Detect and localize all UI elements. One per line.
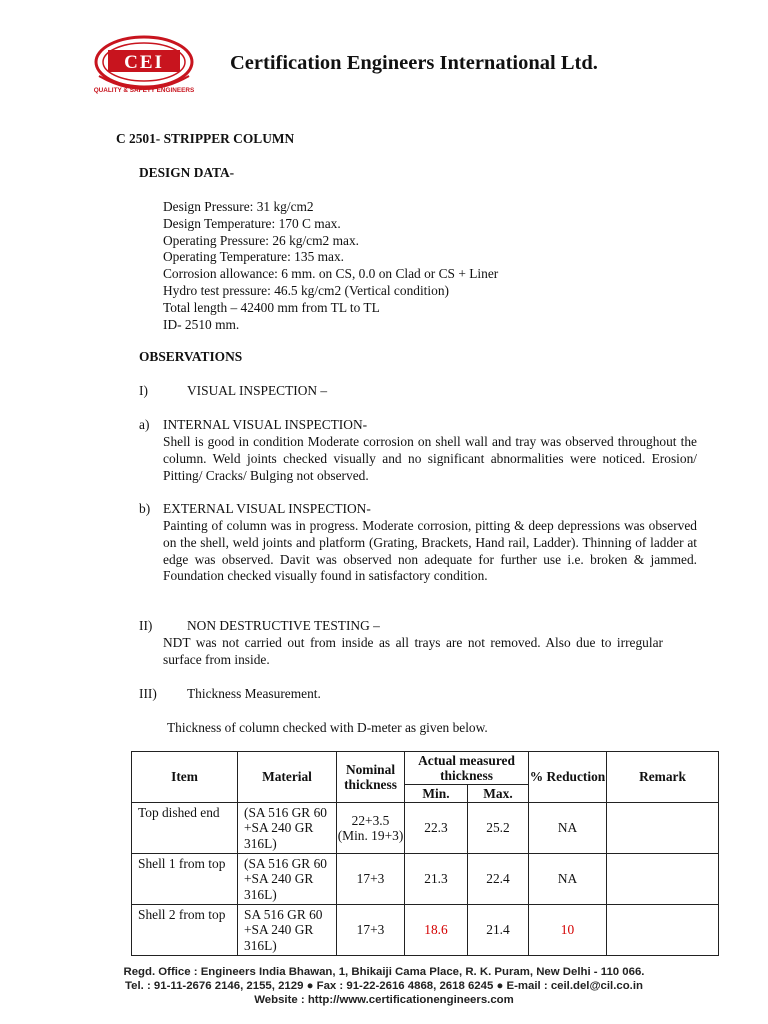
thickness-heading: Thickness Measurement. <box>187 686 321 701</box>
thickness-table <box>131 751 719 956</box>
cell-reduction: NA <box>529 803 607 854</box>
table-row <box>132 905 719 956</box>
visual-inspection-heading: VISUAL INSPECTION – <box>187 383 328 398</box>
header-remark: Remark <box>607 752 719 803</box>
internal-inspection-text: Shell is good in condition Moderate corrosion on shell wall and tray was observed throughout the column. Weld joints checked visually and no significant abnormalities were noticed. Erosion/ Pitting/ Cracks/ Bulging not observed. <box>163 434 697 483</box>
cei-logo <box>91 32 197 98</box>
cell-reduction: NA <box>529 854 607 905</box>
footer-contact: Tel. : 91-11-2676 2146, 2155, 2129 ● Fax : 91-22-2616 4868, 2618 6245 ● E-mail : ceil.del@cil.co.in <box>125 980 643 992</box>
design-data-heading: DESIGN DATA- <box>139 165 235 180</box>
design-data-item: Hydro test pressure: 46.5 kg/cm2 (Vertical condition) <box>163 282 449 298</box>
cell-nominal: 22+3.5 (Min. 19+3) <box>337 803 405 854</box>
header-material: Material <box>238 752 337 803</box>
cell-remark <box>607 905 719 956</box>
design-data-list <box>163 199 498 333</box>
observations-heading: OBSERVATIONS <box>139 349 243 364</box>
cell-material: SA 516 GR 60 +SA 240 GR 316L) <box>238 905 337 956</box>
cell-reduction-highlighted: 10 <box>529 905 607 956</box>
cell-material: (SA 516 GR 60 +SA 240 GR 316L) <box>238 803 337 854</box>
design-data-item: Design Temperature: 170 C max. <box>163 215 341 231</box>
cell-item: Shell 1 from top <box>132 854 238 905</box>
design-data-item: Total length – 42400 mm from TL to TL <box>163 299 380 315</box>
table-row <box>132 854 719 905</box>
section-number: III) <box>139 686 157 701</box>
design-data-item: Design Pressure: 31 kg/cm2 <box>163 199 314 214</box>
design-data-item: ID- 2510 mm. <box>163 316 240 332</box>
footer-website: Website : http://www.certificationengineers.com <box>254 994 514 1006</box>
cell-item: Shell 2 from top <box>132 905 238 956</box>
header-min: Min. <box>405 785 468 803</box>
external-inspection-heading: EXTERNAL VISUAL INSPECTION- <box>163 501 371 516</box>
header-reduction: % Reduction <box>529 752 607 803</box>
cell-min: 22.3 <box>405 803 468 854</box>
table-intro: Thickness of column checked with D-meter as given below. <box>167 720 488 735</box>
item-label: b) <box>139 501 151 516</box>
ndt-text: NDT was not carried out from inside as all trays are not removed. Also due to irregular surface from inside. <box>163 635 663 667</box>
header-nominal-thickness: Nominal thickness <box>337 752 405 803</box>
document-title: C 2501- STRIPPER COLUMN <box>116 131 295 146</box>
item-label: a) <box>139 417 150 432</box>
header-actual-thickness: Actual measured thickness <box>405 752 529 785</box>
cell-max: 22.4 <box>468 854 529 905</box>
header-item: Item <box>132 752 238 803</box>
section-number: I) <box>139 383 148 398</box>
cell-nominal: 17+3 <box>337 854 405 905</box>
cell-min: 21.3 <box>405 854 468 905</box>
cell-nominal: 17+3 <box>337 905 405 956</box>
footer-address: Regd. Office : Engineers India Bhawan, 1, Bhikaiji Cama Place, R. K. Puram, New Delhi - 110 066. <box>123 966 645 978</box>
table-row <box>132 803 719 854</box>
design-data-item: Corrosion allowance: 6 mm. on CS, 0.0 on Clad or CS + Liner <box>163 266 499 282</box>
section-number: II) <box>139 618 153 633</box>
cell-item: Top dished end <box>132 803 238 854</box>
design-data-item: Operating Temperature: 135 max. <box>163 249 345 265</box>
cell-min-highlighted: 18.6 <box>405 905 468 956</box>
ndt-heading: NON DESTRUCTIVE TESTING – <box>187 618 380 633</box>
design-data-item: Operating Pressure: 26 kg/cm2 max. <box>163 232 359 248</box>
header-max: Max. <box>468 785 529 803</box>
cell-max: 25.2 <box>468 803 529 854</box>
company-name: Certification Engineers International Ltd. <box>230 52 598 74</box>
cell-max: 21.4 <box>468 905 529 956</box>
cell-material: (SA 516 GR 60 +SA 240 GR 316L) <box>238 854 337 905</box>
cell-remark <box>607 803 719 854</box>
logo-text: CEI <box>124 52 164 73</box>
internal-inspection-heading: INTERNAL VISUAL INSPECTION- <box>163 417 368 432</box>
external-inspection-text: Painting of column was in progress. Moderate corrosion, pitting & deep depressions was observed on the shell, weld joints and platform (Grating, Brackets, Hand rail, Ladder). Thinning of ladder at edge was observed. Davit was observed non adequate for further use i.e. broken & jammed. Foundation checked visually found in satisfactory condition. <box>163 518 697 584</box>
logo-tagline: QUALITY & SAFETY ENGINEERS <box>93 87 195 94</box>
cell-remark <box>607 854 719 905</box>
